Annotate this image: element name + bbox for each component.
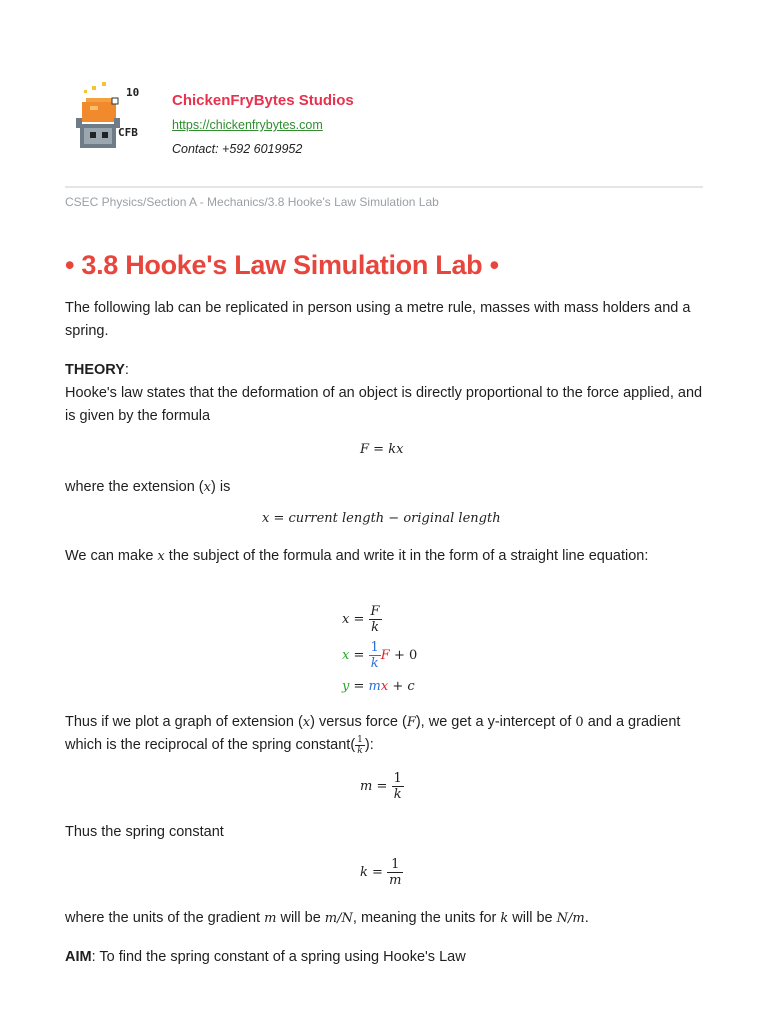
equation-extension: x = current length − original length <box>262 511 501 526</box>
studio-name: ChickenFryBytes Studios <box>172 92 354 109</box>
subject-paragraph: We can make x the subject of the formula and write it in the form of a straight line equation: <box>65 548 649 564</box>
equation-colored-line: x = $\frac{1}{k}$ F + 0 <box>342 640 418 671</box>
chicken-logo-icon <box>72 78 158 164</box>
units-paragraph: where the units of the gradient m will be m/N, meaning the units for k will be N/m. <box>65 910 589 926</box>
logo-text-number: 10 <box>126 86 140 99</box>
divider <box>65 186 703 188</box>
equation-hookes-law: F = kx <box>360 442 404 457</box>
equation-straight-line: y = mx + c <box>342 679 415 694</box>
equation-spring-constant: k = $\frac{1}{m}$ <box>360 857 402 888</box>
page-title: • 3.8 Hooke's Law Simulation Lab • <box>65 250 499 280</box>
theory-text: Hooke's law states that the deformation of an object is directly proportional to the force applied, and is given by the formula <box>65 385 703 424</box>
aim-label: AIM <box>65 949 92 965</box>
intro-paragraph: The following lab can be replicated in person using a metre rule, masses with mass holders and a spring. <box>65 300 691 339</box>
header <box>72 78 712 168</box>
equation-x-equals-f-over-k: x = $\frac{F}{k}$ <box>342 604 380 635</box>
theory-label: THEORY <box>65 362 125 378</box>
extension-paragraph: where the extension (x) is <box>65 479 231 495</box>
contact-info: Contact: +592 6019952 <box>172 142 303 156</box>
plot-paragraph: Thus if we plot a graph of extension (x) versus force (F), we get a y-intercept of 0 and a gradient which is the reciprocal of the spring constant( $\frac{1}{k}$ ): <box>65 714 681 756</box>
logo-text-cfb: CFB <box>118 126 138 139</box>
aim-paragraph: AIM: To find the spring constant of a spring using Hooke's Law <box>65 949 466 965</box>
theory-paragraph: THEORY: Hooke's law states that the deformation of an object is directly proportional to the force applied, and is given by the formula <box>65 362 703 424</box>
breadcrumb[interactable]: CSEC Physics/Section A - Mechanics/3.8 Hooke's Law Simulation Lab <box>65 195 439 209</box>
website-link[interactable]: https://chickenfrybytes.com <box>172 118 323 132</box>
spring-constant-paragraph: Thus the spring constant <box>65 824 224 840</box>
equation-gradient: m = $\frac{1}{k}$ <box>360 771 402 802</box>
